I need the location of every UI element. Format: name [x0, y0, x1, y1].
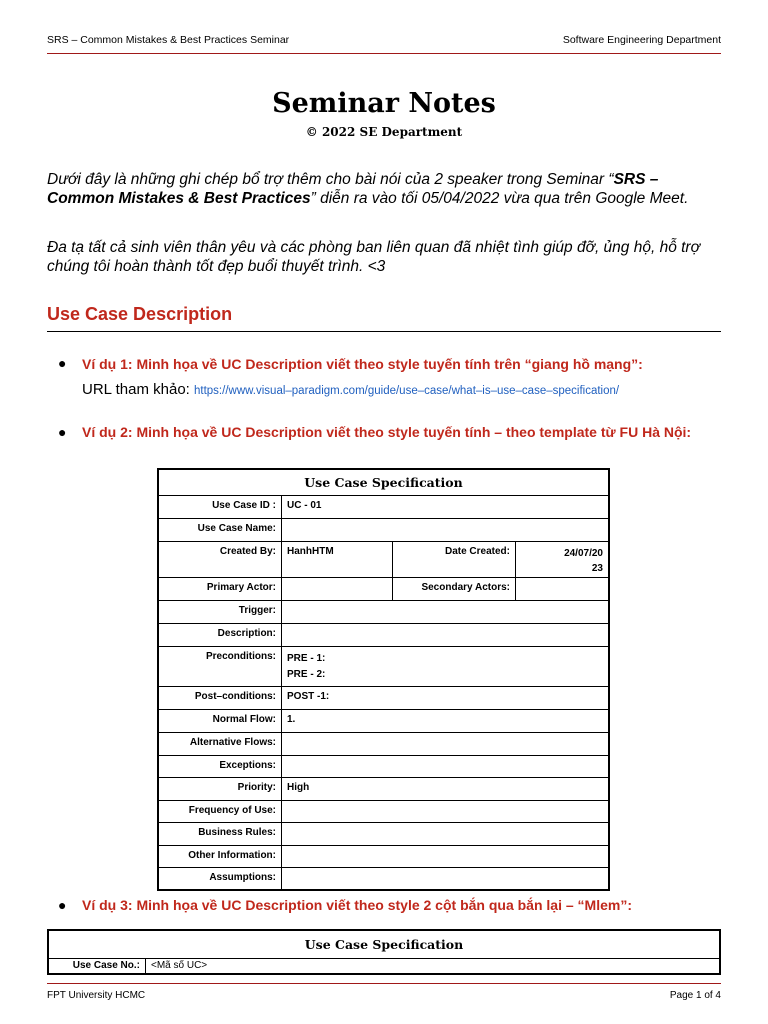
- description-label: Description:: [158, 623, 282, 646]
- uc-no-label: Use Case No.:: [48, 958, 146, 974]
- alt-flows-value: [282, 732, 610, 755]
- preconditions-value: [282, 646, 610, 686]
- date-line-1: 24/07/20: [564, 547, 603, 559]
- created-by-label: Created By:: [158, 541, 282, 577]
- page-title: Seminar Notes: [272, 88, 496, 119]
- intro-p1-pre: Dưới đây là những ghi chép bổ trợ thêm cho bài nói của 2 speaker trong Seminar “: [47, 171, 614, 188]
- bullet-icon: ●: [58, 897, 67, 913]
- business-rules-label: Business Rules:: [158, 822, 282, 845]
- uc-no-value: <Mã số UC>: [146, 958, 721, 974]
- primary-actor-value: [282, 577, 393, 600]
- intro-paragraph-1: [47, 170, 721, 208]
- date-created-label: Date Created:: [393, 541, 516, 577]
- uc-id-value: UC - 01: [282, 495, 610, 518]
- trigger-label: Trigger:: [158, 600, 282, 623]
- priority-value: High: [282, 777, 610, 800]
- frequency-label: Frequency of Use:: [158, 800, 282, 822]
- uc-name-value: [282, 518, 610, 541]
- assumptions-value: [282, 867, 610, 890]
- example-1-heading: Ví dụ 1: Minh họa về UC Description viết theo style tuyến tính trên “giang hồ mạng”:: [82, 356, 643, 372]
- page-header: [47, 34, 721, 52]
- exceptions-label: Exceptions:: [158, 755, 282, 777]
- uc-id-label: Use Case ID :: [158, 495, 282, 518]
- date-line-2: 23: [591, 562, 603, 574]
- footer-rule: [47, 983, 721, 984]
- use-case-spec-table-2: [47, 929, 721, 975]
- pre-1: PRE - 1:: [287, 652, 326, 664]
- example-3-heading: Ví dụ 3: Minh họa về UC Description viết theo style 2 cột bắn qua bắn lại – “Mlem”:: [82, 897, 632, 913]
- other-info-value: [282, 845, 610, 867]
- intro-p1-post: ” diễn ra vào tối 05/04/2022 vừa qua trên Google Meet.: [310, 190, 689, 207]
- table-2-title: Use Case Specification: [48, 930, 720, 958]
- postconditions-label: Post–conditions:: [158, 686, 282, 709]
- intro-p1-bold: SRS – Common Mistakes & Best Practices: [47, 171, 659, 207]
- url-label: URL tham khảo:: [82, 381, 190, 398]
- table-title: Use Case Specification: [158, 469, 609, 495]
- normal-flow-value: 1.: [282, 709, 610, 732]
- assumptions-label: Assumptions:: [158, 867, 282, 890]
- pre-2: PRE - 2:: [287, 668, 326, 680]
- bullet-icon: ●: [58, 355, 67, 371]
- header-left: SRS – Common Mistakes & Best Practices Seminar: [47, 34, 290, 46]
- footer-left: FPT University HCMC: [47, 990, 146, 1001]
- alt-flows-label: Alternative Flows:: [158, 732, 282, 755]
- business-rules-value: [282, 822, 610, 845]
- date-created-value: [516, 541, 610, 577]
- uc-name-label: Use Case Name:: [158, 518, 282, 541]
- postconditions-value: POST -1:: [282, 686, 610, 709]
- trigger-value: [282, 600, 610, 623]
- secondary-actors-value: [516, 577, 610, 600]
- reference-url-link[interactable]: https://www.visual–paradigm.com/guide/use–case/what–is–use–case–specification/: [194, 385, 620, 397]
- copyright: © 2022 SE Department: [305, 125, 463, 139]
- intro-paragraph-2: Đa tạ tất cả sinh viên thân yêu và các phòng ban liên quan đã nhiệt tình giúp đỡ, ủng hộ, hỗ trợ chúng tôi hoàn thành tốt đẹp buổi thuyết trình. <3: [47, 239, 700, 275]
- description-value: [282, 623, 610, 646]
- footer-right: Page 1 of 4: [669, 990, 721, 1001]
- header-rule: [47, 53, 721, 54]
- secondary-actors-label: Secondary Actors:: [393, 577, 516, 600]
- reference-url-line: [82, 381, 619, 398]
- use-case-spec-table-1: [157, 468, 610, 891]
- exceptions-value: [282, 755, 610, 777]
- example-2-heading: Ví dụ 2: Minh họa về UC Description viết theo style tuyến tính – theo template từ FU Hà Nội:: [82, 424, 692, 440]
- preconditions-label: Preconditions:: [158, 646, 282, 686]
- created-by-value: HanhHTM: [282, 541, 393, 577]
- primary-actor-label: Primary Actor:: [158, 577, 282, 600]
- section-title: Use Case Description: [47, 304, 233, 324]
- priority-label: Priority:: [158, 777, 282, 800]
- section-rule: [47, 331, 721, 332]
- normal-flow-label: Normal Flow:: [158, 709, 282, 732]
- bullet-icon: ●: [58, 424, 67, 440]
- frequency-value: [282, 800, 610, 822]
- other-info-label: Other Information:: [158, 845, 282, 867]
- header-right: Software Engineering Department: [562, 34, 721, 46]
